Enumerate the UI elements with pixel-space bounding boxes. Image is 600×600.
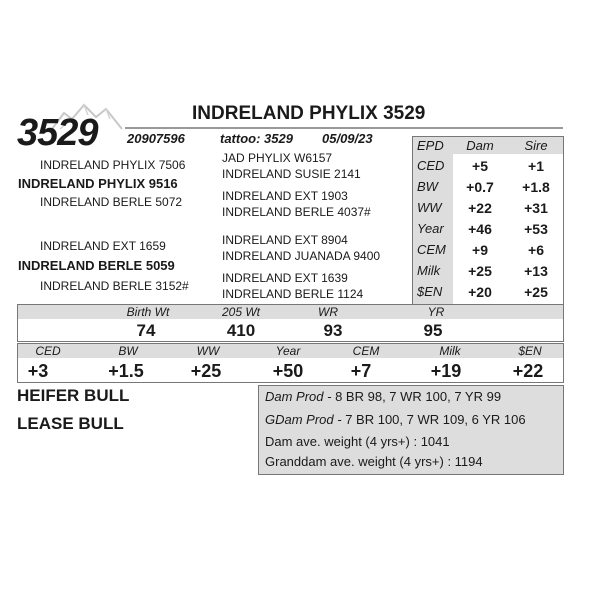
weights-value-wr: 93 <box>323 321 343 340</box>
epd-sire-value: +6 <box>528 242 544 258</box>
calf-epd-header-ww: WW <box>196 344 220 358</box>
epd-sire-value: +53 <box>524 221 548 237</box>
calf-epd-header-milk: Milk <box>439 344 461 358</box>
granddam-weight: Granddam ave. weight (4 yrs+) : 1194 <box>265 454 483 469</box>
epd-sire-value: +31 <box>524 200 548 216</box>
pedigree-g5: INDRELAND EXT 8904 <box>222 233 348 247</box>
epd-label: CED <box>417 158 445 173</box>
epd-row-ww <box>413 200 563 221</box>
weights-header-yr: YR <box>427 305 445 319</box>
epd-row-milk <box>413 263 563 284</box>
pedigree-sire: INDRELAND PHYLIX 9516 <box>18 176 178 191</box>
epd-label: Milk <box>417 263 441 278</box>
animal-name-title: INDRELAND PHYLIX 3529 <box>192 103 426 124</box>
pedigree-g7: INDRELAND EXT 1639 <box>222 271 348 285</box>
epd-row-cem <box>413 242 563 263</box>
calf-epd-band <box>17 343 564 383</box>
epd-dam-value: +0.7 <box>466 179 494 195</box>
calf-epd-value-en: +22 <box>512 361 544 381</box>
calf-epd-value-milk: +19 <box>430 361 462 381</box>
production-box <box>258 385 564 475</box>
dam-prod-label: Dam Prod - <box>265 389 332 404</box>
heifer-bull-tag: HEIFER BULL <box>17 386 130 405</box>
pedigree-g6: INDRELAND JUANADA 9400 <box>222 249 381 263</box>
pedigree-sire-dam: INDRELAND BERLE 5072 <box>40 195 183 209</box>
pedigree-g8: INDRELAND BERLE 1124 <box>222 287 364 301</box>
epd-table <box>412 136 564 306</box>
title-divider <box>125 127 563 129</box>
registration-number: 20907596 <box>127 131 185 146</box>
calf-epd-value-ced: +3 <box>27 361 49 381</box>
epd-label: CEM <box>417 242 446 257</box>
weights-value-yr: 95 <box>423 321 443 340</box>
epd-sire-value: +1.8 <box>522 179 550 195</box>
epd-row-bw <box>413 179 563 200</box>
calf-epd-header-year: Year <box>275 344 301 358</box>
gdam-prod-line <box>265 412 526 427</box>
weights-header-birth: Birth Wt <box>126 305 170 319</box>
pedigree-dam-sire: INDRELAND EXT 1659 <box>40 239 166 253</box>
weights-header-wr: WR <box>318 305 338 319</box>
epd-sire-value: +13 <box>524 263 548 279</box>
dam-weight: Dam ave. weight (4 yrs+) : 1041 <box>265 434 450 449</box>
epd-label: $EN <box>417 284 443 299</box>
epd-row-year <box>413 221 563 242</box>
lease-bull-tag: LEASE BULL <box>17 414 124 433</box>
epd-label: Year <box>417 221 444 236</box>
weights-value-birth: 74 <box>136 321 156 340</box>
epd-header-dam: Dam <box>466 138 494 153</box>
weights-band <box>17 304 564 342</box>
epd-header-epd: EPD <box>417 138 444 153</box>
epd-dam-value: +25 <box>468 263 492 279</box>
calf-epd-value-ww: +25 <box>190 361 222 381</box>
weights-header-205: 205 Wt <box>221 305 260 319</box>
pedigree-g1: JAD PHYLIX W6157 <box>222 151 333 165</box>
calf-epd-header-cem: CEM <box>352 344 380 358</box>
pedigree-dam: INDRELAND BERLE 5059 <box>18 258 175 273</box>
epd-label: WW <box>417 200 442 215</box>
weights-value-205: 410 <box>226 321 256 340</box>
calf-epd-header-ced: CED <box>35 344 61 358</box>
lot-number: 3529 <box>17 112 98 154</box>
pedigree-dam-dam: INDRELAND BERLE 3152# <box>40 279 189 293</box>
epd-dam-value: +46 <box>468 221 492 237</box>
epd-dam-value: +20 <box>468 284 492 300</box>
tattoo: tattoo: 3529 <box>220 131 293 146</box>
epd-header-sire: Sire <box>524 138 548 153</box>
calf-epd-value-bw: +1.5 <box>108 361 144 381</box>
birth-date: 05/09/23 <box>322 131 373 146</box>
epd-header-row <box>413 138 563 159</box>
epd-sire-value: +25 <box>524 284 548 300</box>
gdam-prod-label: GDam Prod - <box>265 412 342 427</box>
dam-prod-line <box>265 389 501 404</box>
pedigree-g3: INDRELAND EXT 1903 <box>222 189 348 203</box>
epd-dam-value: +22 <box>468 200 492 216</box>
pedigree-sire-sire: INDRELAND PHYLIX 7506 <box>40 158 186 172</box>
epd-sire-value: +1 <box>528 158 544 174</box>
calf-epd-value-cem: +7 <box>350 361 372 381</box>
epd-dam-value: +9 <box>472 242 488 258</box>
epd-row-ced <box>413 158 563 179</box>
calf-epd-header-en: $EN <box>518 344 542 358</box>
calf-epd-value-year: +50 <box>272 361 304 381</box>
pedigree-g2: INDRELAND SUSIE 2141 <box>222 167 361 181</box>
epd-dam-value: +5 <box>472 158 488 174</box>
dam-prod-value: 8 BR 98, 7 WR 100, 7 YR 99 <box>335 389 502 404</box>
pedigree-g4: INDRELAND BERLE 4037# <box>222 205 371 219</box>
calf-epd-header-bw: BW <box>118 344 138 358</box>
epd-row-en <box>413 284 563 305</box>
gdam-prod-value: 7 BR 100, 7 WR 109, 6 YR 106 <box>345 412 526 427</box>
epd-label: BW <box>417 179 438 194</box>
